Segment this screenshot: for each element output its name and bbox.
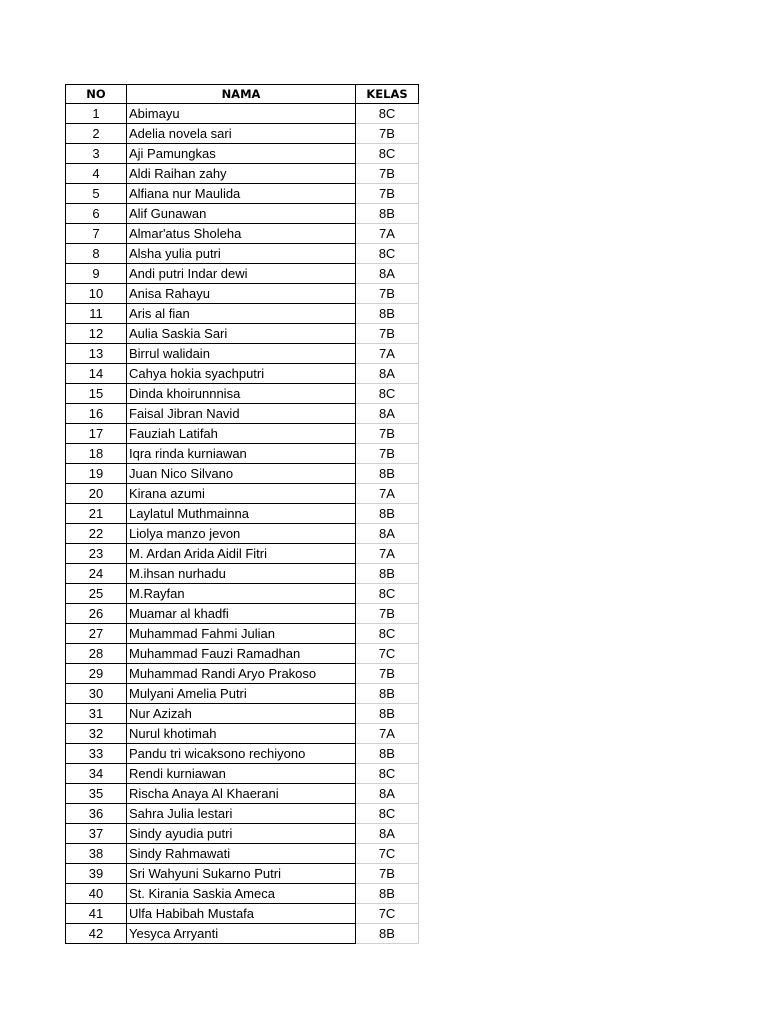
class-cell: 8B	[356, 884, 419, 904]
student-name-cell: Dinda khoirunnnisa	[127, 384, 356, 404]
column-header-nama: NAMA	[127, 85, 356, 104]
student-name-cell: Nurul khotimah	[127, 724, 356, 744]
student-name-cell: Abimayu	[127, 104, 356, 124]
table-row	[66, 804, 419, 824]
table-row	[66, 424, 419, 444]
class-cell: 8B	[356, 744, 419, 764]
table-row	[66, 184, 419, 204]
table-row	[66, 524, 419, 544]
table-row	[66, 824, 419, 844]
column-header-kelas: KELAS	[356, 85, 419, 104]
student-name-cell: St. Kirania Saskia Ameca	[127, 884, 356, 904]
class-cell: 7A	[356, 724, 419, 744]
table-row	[66, 484, 419, 504]
row-number-cell: 6	[66, 204, 127, 224]
row-number-cell: 16	[66, 404, 127, 424]
table-row	[66, 384, 419, 404]
table-row	[66, 844, 419, 864]
row-number-cell: 4	[66, 164, 127, 184]
table-row	[66, 224, 419, 244]
class-cell: 8A	[356, 404, 419, 424]
class-cell: 8C	[356, 584, 419, 604]
table-row	[66, 124, 419, 144]
student-name-cell: Aldi Raihan zahy	[127, 164, 356, 184]
student-name-cell: Alsha yulia putri	[127, 244, 356, 264]
row-number-cell: 13	[66, 344, 127, 364]
student-name-cell: Alif Gunawan	[127, 204, 356, 224]
table-row	[66, 624, 419, 644]
table-row	[66, 704, 419, 724]
row-number-cell: 17	[66, 424, 127, 444]
class-cell: 8C	[356, 764, 419, 784]
row-number-cell: 21	[66, 504, 127, 524]
class-cell: 7C	[356, 644, 419, 664]
row-number-cell: 40	[66, 884, 127, 904]
row-number-cell: 8	[66, 244, 127, 264]
class-cell: 7B	[356, 124, 419, 144]
roster-body	[66, 104, 419, 944]
class-cell: 8C	[356, 384, 419, 404]
table-row	[66, 724, 419, 744]
class-cell: 7A	[356, 544, 419, 564]
row-number-cell: 22	[66, 524, 127, 544]
table-row	[66, 904, 419, 924]
table-row	[66, 924, 419, 944]
table-row	[66, 644, 419, 664]
table-row	[66, 864, 419, 884]
student-name-cell: Aulia Saskia Sari	[127, 324, 356, 344]
student-name-cell: Faisal Jibran Navid	[127, 404, 356, 424]
table-row	[66, 664, 419, 684]
student-name-cell: Mulyani Amelia Putri	[127, 684, 356, 704]
class-cell: 8A	[356, 784, 419, 804]
class-cell: 8B	[356, 684, 419, 704]
row-number-cell: 3	[66, 144, 127, 164]
student-name-cell: Muhammad Fauzi Ramadhan	[127, 644, 356, 664]
class-cell: 7B	[356, 424, 419, 444]
row-number-cell: 12	[66, 324, 127, 344]
row-number-cell: 41	[66, 904, 127, 924]
row-number-cell: 37	[66, 824, 127, 844]
table-row	[66, 604, 419, 624]
row-number-cell: 42	[66, 924, 127, 944]
student-name-cell: Sindy ayudia putri	[127, 824, 356, 844]
table-row	[66, 464, 419, 484]
student-name-cell: Liolya manzo jevon	[127, 524, 356, 544]
row-number-cell: 32	[66, 724, 127, 744]
row-number-cell: 28	[66, 644, 127, 664]
class-cell: 8A	[356, 364, 419, 384]
class-cell: 8B	[356, 204, 419, 224]
row-number-cell: 19	[66, 464, 127, 484]
student-name-cell: Adelia novela sari	[127, 124, 356, 144]
student-name-cell: Rischa Anaya Al Khaerani	[127, 784, 356, 804]
student-name-cell: Ulfa Habibah Mustafa	[127, 904, 356, 924]
table-row	[66, 144, 419, 164]
row-number-cell: 10	[66, 284, 127, 304]
row-number-cell: 11	[66, 304, 127, 324]
table-row	[66, 344, 419, 364]
row-number-cell: 9	[66, 264, 127, 284]
row-number-cell: 7	[66, 224, 127, 244]
row-number-cell: 29	[66, 664, 127, 684]
class-cell: 8A	[356, 524, 419, 544]
header-row	[66, 85, 419, 104]
class-cell: 8C	[356, 104, 419, 124]
student-name-cell: Birrul walidain	[127, 344, 356, 364]
row-number-cell: 35	[66, 784, 127, 804]
row-number-cell: 33	[66, 744, 127, 764]
class-cell: 7B	[356, 604, 419, 624]
table-row	[66, 544, 419, 564]
student-name-cell: Sahra Julia lestari	[127, 804, 356, 824]
class-cell: 7B	[356, 864, 419, 884]
row-number-cell: 34	[66, 764, 127, 784]
row-number-cell: 25	[66, 584, 127, 604]
row-number-cell: 24	[66, 564, 127, 584]
row-number-cell: 23	[66, 544, 127, 564]
student-name-cell: Muhammad Fahmi Julian	[127, 624, 356, 644]
student-name-cell: M. Ardan Arida Aidil Fitri	[127, 544, 356, 564]
class-cell: 8C	[356, 244, 419, 264]
table-row	[66, 164, 419, 184]
class-cell: 8C	[356, 144, 419, 164]
table-row	[66, 244, 419, 264]
table-row	[66, 284, 419, 304]
table-row	[66, 764, 419, 784]
table-row	[66, 444, 419, 464]
table-row	[66, 264, 419, 284]
class-cell: 7B	[356, 284, 419, 304]
row-number-cell: 18	[66, 444, 127, 464]
class-cell: 7B	[356, 184, 419, 204]
row-number-cell: 5	[66, 184, 127, 204]
row-number-cell: 26	[66, 604, 127, 624]
class-cell: 7B	[356, 164, 419, 184]
student-name-cell: Juan Nico Silvano	[127, 464, 356, 484]
row-number-cell: 15	[66, 384, 127, 404]
class-cell: 7B	[356, 444, 419, 464]
class-cell: 7C	[356, 844, 419, 864]
row-number-cell: 39	[66, 864, 127, 884]
table-row	[66, 304, 419, 324]
class-cell: 8B	[356, 704, 419, 724]
student-name-cell: Kirana azumi	[127, 484, 356, 504]
student-name-cell: Sri Wahyuni Sukarno Putri	[127, 864, 356, 884]
class-cell: 8A	[356, 264, 419, 284]
student-name-cell: Cahya hokia syachputri	[127, 364, 356, 384]
student-name-cell: Sindy Rahmawati	[127, 844, 356, 864]
table-row	[66, 684, 419, 704]
student-name-cell: Laylatul Muthmainna	[127, 504, 356, 524]
student-name-cell: Aji Pamungkas	[127, 144, 356, 164]
table-row	[66, 784, 419, 804]
row-number-cell: 30	[66, 684, 127, 704]
student-name-cell: Almar'atus Sholeha	[127, 224, 356, 244]
student-name-cell: Rendi kurniawan	[127, 764, 356, 784]
class-cell: 8B	[356, 304, 419, 324]
class-cell: 8B	[356, 464, 419, 484]
table-row	[66, 884, 419, 904]
class-cell: 8A	[356, 824, 419, 844]
table-row	[66, 204, 419, 224]
student-name-cell: Iqra rinda kurniawan	[127, 444, 356, 464]
row-number-cell: 2	[66, 124, 127, 144]
class-cell: 7A	[356, 224, 419, 244]
student-name-cell: Yesyca Arryanti	[127, 924, 356, 944]
table-row	[66, 324, 419, 344]
student-name-cell: Anisa Rahayu	[127, 284, 356, 304]
student-name-cell: M.Rayfan	[127, 584, 356, 604]
class-cell: 7A	[356, 484, 419, 504]
table-row	[66, 584, 419, 604]
row-number-cell: 27	[66, 624, 127, 644]
class-cell: 8C	[356, 624, 419, 644]
student-name-cell: Fauziah Latifah	[127, 424, 356, 444]
class-cell: 8C	[356, 804, 419, 824]
row-number-cell: 31	[66, 704, 127, 724]
row-number-cell: 38	[66, 844, 127, 864]
student-name-cell: Nur Azizah	[127, 704, 356, 724]
column-header-no: NO	[66, 85, 127, 104]
student-name-cell: Muhammad Randi Aryo Prakoso	[127, 664, 356, 684]
class-cell: 8B	[356, 564, 419, 584]
student-name-cell: Pandu tri wicaksono rechiyono	[127, 744, 356, 764]
table-row	[66, 104, 419, 124]
student-name-cell: Andi putri Indar dewi	[127, 264, 356, 284]
table-row	[66, 364, 419, 384]
table-row	[66, 404, 419, 424]
class-cell: 7B	[356, 324, 419, 344]
table-row	[66, 504, 419, 524]
class-cell: 7C	[356, 904, 419, 924]
class-cell: 8B	[356, 924, 419, 944]
table-row	[66, 564, 419, 584]
row-number-cell: 14	[66, 364, 127, 384]
student-name-cell: Alfiana nur Maulida	[127, 184, 356, 204]
class-cell: 8B	[356, 504, 419, 524]
class-cell: 7A	[356, 344, 419, 364]
student-name-cell: Muamar al khadfi	[127, 604, 356, 624]
row-number-cell: 20	[66, 484, 127, 504]
student-roster-table	[65, 84, 419, 944]
row-number-cell: 1	[66, 104, 127, 124]
table-row	[66, 744, 419, 764]
class-cell: 7B	[356, 664, 419, 684]
student-name-cell: Aris al fian	[127, 304, 356, 324]
student-name-cell: M.ihsan nurhadu	[127, 564, 356, 584]
row-number-cell: 36	[66, 804, 127, 824]
